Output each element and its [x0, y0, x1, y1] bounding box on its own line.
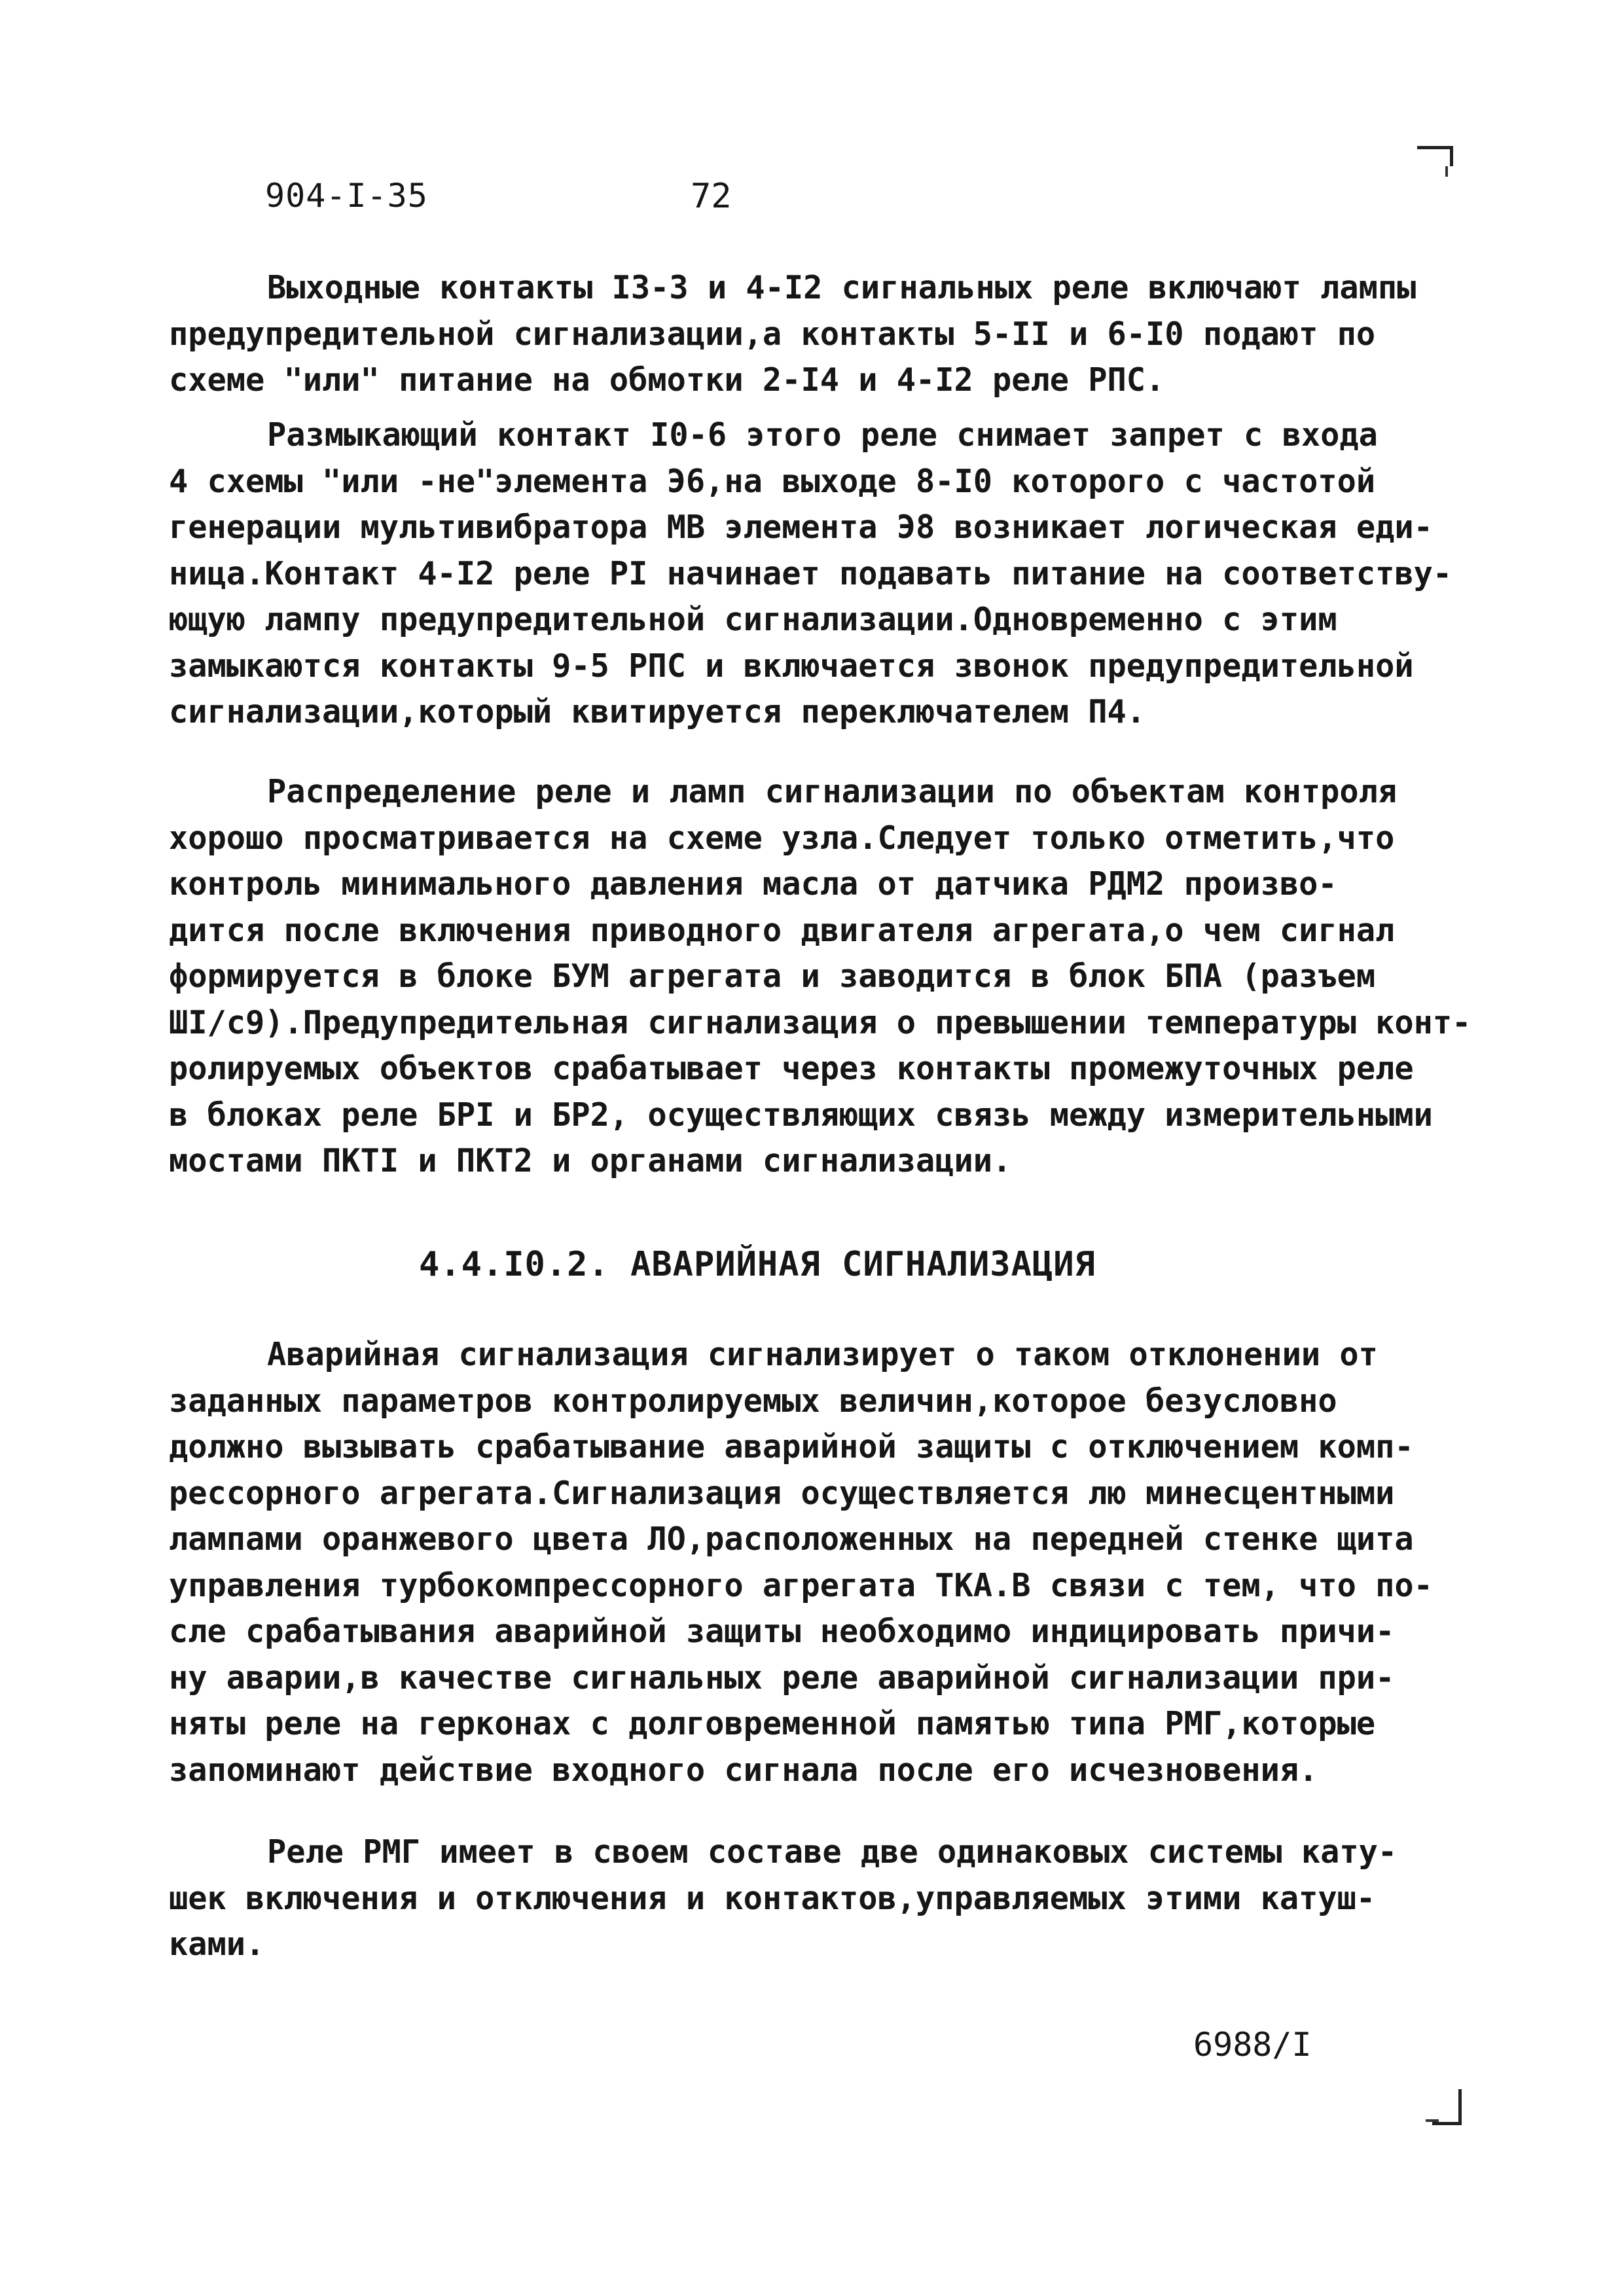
corner-mark-tick	[1426, 2119, 1439, 2122]
text-line: 4 схемы "или -не"элемента Э6,на выходе 8-I0 которого с частотой	[169, 463, 1376, 500]
text-line: хорошо просматривается на схеме узла.Следует только отметить,что	[169, 819, 1395, 857]
text-line: ница.Контакт 4-I2 реле PI начинает подавать питание на соответству-	[169, 555, 1453, 592]
text-line: сигнализации,который квитируется переключателем П4.	[169, 694, 1146, 730]
paragraph-1	[169, 265, 1468, 404]
text-line: Распределение реле и ламп сигнализации по объектам контроля	[267, 774, 1398, 810]
text-line: мостами ПКТI и ПКТ2 и органами сигнализации.	[169, 1143, 1012, 1179]
text-line: формируется в блоке БУМ агрегата и заводится в блок БПА (разъем	[169, 958, 1376, 995]
text-line: должно вызывать срабатывание аварийной защиты с отключением комп-	[169, 1429, 1414, 1465]
sheet-code: 6988/I	[1193, 2026, 1312, 2064]
paragraph-2	[169, 412, 1468, 736]
text-line: схеме "или" питание на обмотки 2-I4 и 4-I2 реле РПС.	[169, 362, 1165, 399]
text-line: управления турбокомпрессорного агрегата ТКА.В связи с тем, что по-	[169, 1567, 1433, 1604]
text-line: ну аварии,в качестве сигнальных реле аварийной сигнализации при-	[169, 1659, 1395, 1696]
text-line: дится после включения приводного двигателя агрегата,о чем сигнал	[169, 912, 1395, 949]
text-line: запоминают действие входного сигнала после его исчезновения.	[169, 1751, 1318, 1789]
text-line: лампами оранжевого цвета ЛО,расположенных на передней стенке щита	[169, 1521, 1414, 1558]
text-line: Реле РМГ имеет в своем составе две одинаковых системы кату-	[267, 1834, 1398, 1871]
text-line: генерации мультивибратора МВ элемента Э8 возникает логическая еди-	[169, 509, 1433, 546]
text-line: ющую лампу предупредительной сигнализации.Одновременно с этим	[169, 601, 1337, 638]
text-line: замыкаются контакты 9-5 РПС и включается звонок предупредительной	[169, 647, 1414, 685]
text-line: заданных параметров контролируемых величин,которое безусловно	[169, 1382, 1337, 1420]
text-line: предупредительной сигнализации,а контакты 5-II и 6-I0 подают по	[169, 315, 1376, 353]
text-line: контроль минимального давления масла от датчика РДМ2 произво-	[169, 866, 1337, 903]
text-line: Аварийная сигнализация сигнализирует о таком отклонении от	[267, 1336, 1378, 1373]
paragraph-5	[169, 1829, 1468, 1968]
text-line: ролируемых объектов срабатывает через контакты промежуточных реле	[169, 1050, 1414, 1087]
text-line: няты реле на герконах с долговременной памятью типа РМГ,которые	[169, 1706, 1376, 1742]
paragraph-3	[169, 769, 1471, 1185]
text-line: Выходные контакты I3-3 и 4-I2 сигнальных реле включают лампы	[267, 270, 1416, 306]
corner-mark-tick	[1445, 166, 1448, 177]
text-line: рессорного агрегата.Сигнализация осуществляется лю минесцентными	[169, 1475, 1395, 1512]
corner-mark-top-right	[1417, 146, 1453, 166]
text-line: ками.	[169, 1926, 265, 1963]
page-number: 72	[691, 177, 732, 216]
text-line: сле срабатывания аварийной защиты необходимо индицировать причи-	[169, 1613, 1395, 1650]
section-heading: 4.4.I0.2. АВАРИЙНАЯ СИГНАЛИЗАЦИЯ	[419, 1245, 1096, 1284]
document-code: 904-I-35	[265, 177, 428, 215]
text-line: шек включения и отключения и контактов,управляемых этими катуш-	[169, 1880, 1376, 1917]
text-line: Размыкающий контакт I0-6 этого реле снимает запрет с входа	[267, 417, 1378, 454]
text-line: ШI/c9).Предупредительная сигнализация о превышении температуры конт-	[169, 1004, 1471, 1041]
text-line: в блоках реле БРI и БР2, осуществляющих связь между измерительными	[169, 1096, 1433, 1134]
paragraph-4	[169, 1332, 1468, 1793]
